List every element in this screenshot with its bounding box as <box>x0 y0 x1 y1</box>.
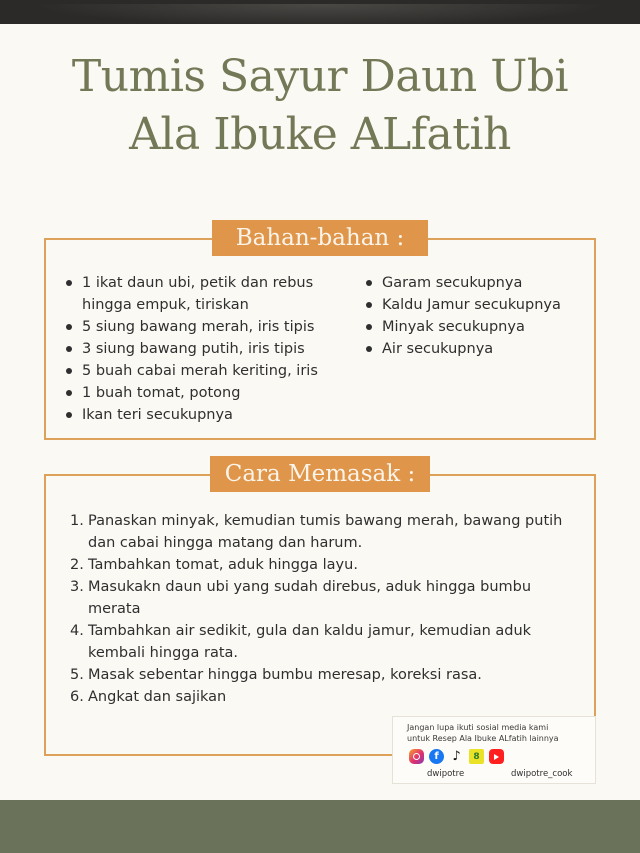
method-step <box>70 664 590 686</box>
bullet-icon <box>66 324 72 330</box>
ingredients-heading: Bahan-bahan : <box>212 220 428 256</box>
facebook-icon[interactable]: f <box>429 749 444 764</box>
step-text: Angkat dan sajikan <box>88 689 227 705</box>
step-number: 2. <box>70 557 84 573</box>
method-step <box>70 576 590 620</box>
bullet-icon <box>66 368 72 374</box>
method-step <box>70 686 590 708</box>
ingredient-item <box>366 294 588 316</box>
ingredient-text: Air secukupnya <box>382 341 494 357</box>
ingredient-text: 3 siung bawang putih, iris tipis <box>82 341 305 357</box>
ingredient-item <box>66 404 336 426</box>
step-number: 3. <box>70 579 84 595</box>
step-number: 1. <box>70 513 84 529</box>
footer-band <box>0 800 640 853</box>
ingredient-item <box>66 338 336 360</box>
step-text: Tambahkan air sedikit, gula dan kaldu jamur, kemudian aduk <box>88 623 532 639</box>
youtube-icon[interactable] <box>489 749 504 764</box>
top-photo-strip <box>0 0 640 24</box>
ingredient-text: 1 buah tomat, potong <box>82 385 241 401</box>
ingredients-list-left <box>66 272 336 426</box>
ingredient-text: Minyak secukupnya <box>382 319 525 335</box>
ingredient-text: 5 siung bawang merah, iris tipis <box>82 319 315 335</box>
step-text: Panaskan minyak, kemudian tumis bawang merah, bawang putih <box>88 513 563 529</box>
social-text-line-2: untuk Resep Ala Ibuke ALfatih lainnya <box>407 734 559 743</box>
social-icons <box>409 749 504 765</box>
bullet-icon <box>366 302 372 308</box>
instagram-icon[interactable] <box>409 749 424 764</box>
social-media-box <box>392 716 596 784</box>
step-number: 6. <box>70 689 84 705</box>
ingredient-item <box>366 272 588 294</box>
ingredient-text: 1 ikat daun ubi, petik dan rebus <box>82 275 314 291</box>
title-line-2: Ala Ibuke ALfatih <box>129 109 511 160</box>
method-step <box>70 620 590 664</box>
ingredient-text: Kaldu Jamur secukupnya <box>382 297 561 313</box>
bullet-icon <box>366 346 372 352</box>
step-text: Tambahkan tomat, aduk hingga layu. <box>88 557 358 573</box>
ingredient-item <box>366 316 588 338</box>
bullet-icon <box>66 390 72 396</box>
ingredient-item <box>66 272 336 316</box>
ingredient-text: Ikan teri secukupnya <box>82 407 233 423</box>
step-text: kembali hingga rata. <box>88 645 239 661</box>
tiktok-icon[interactable]: ♪ <box>452 749 461 764</box>
social-handle-2: dwipotre_cook <box>511 769 573 779</box>
method-step <box>70 510 590 554</box>
step-text: merata <box>88 601 141 617</box>
step-text: Masukakn daun ubi yang sudah direbus, aduk hingga bumbu <box>88 579 532 595</box>
step-number: 4. <box>70 623 84 639</box>
bullet-icon <box>66 280 72 286</box>
recipe-title <box>0 48 640 164</box>
ingredient-text: hingga empuk, tiriskan <box>82 297 249 313</box>
ingredient-item <box>366 338 588 360</box>
method-steps <box>70 510 590 708</box>
ingredients-list-right <box>366 272 588 360</box>
step-number: 5. <box>70 667 84 683</box>
ingredient-item <box>66 316 336 338</box>
bullet-icon <box>366 280 372 286</box>
step-text: Masak sebentar hingga bumbu meresap, koreksi rasa. <box>88 667 482 683</box>
ingredient-item <box>66 382 336 404</box>
ingredient-item <box>66 360 336 382</box>
lemon8-icon[interactable]: 8 <box>469 749 484 764</box>
ingredient-text: 5 buah cabai merah keriting, iris <box>82 363 318 379</box>
method-heading: Cara Memasak : <box>210 456 430 492</box>
title-line-1: Tumis Sayur Daun Ubi <box>71 51 569 102</box>
social-text-line-1: Jangan lupa ikuti sosial media kami <box>407 723 549 732</box>
bullet-icon <box>66 412 72 418</box>
bullet-icon <box>366 324 372 330</box>
step-text: dan cabai hingga matang dan harum. <box>88 535 363 551</box>
bullet-icon <box>66 346 72 352</box>
social-handle-1: dwipotre <box>427 769 465 779</box>
method-step <box>70 554 590 576</box>
ingredient-text: Garam secukupnya <box>382 275 523 291</box>
